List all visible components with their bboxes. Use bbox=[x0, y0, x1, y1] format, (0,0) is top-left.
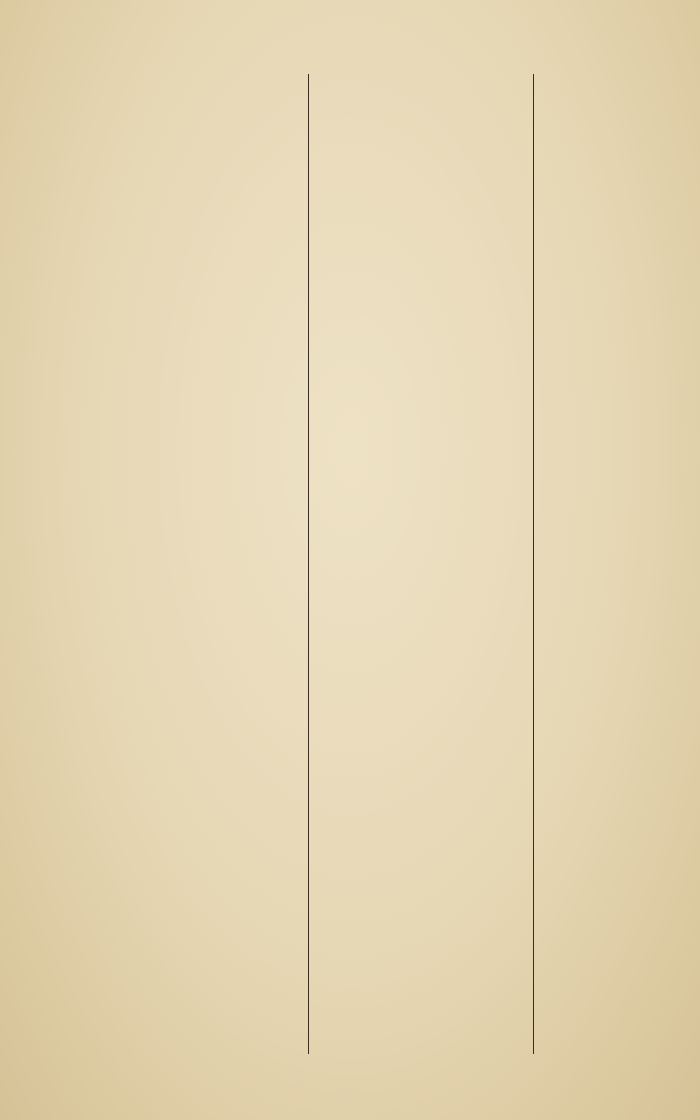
text-line bbox=[118, 833, 304, 854]
text-line bbox=[544, 454, 694, 475]
text-line bbox=[544, 433, 694, 454]
text-line bbox=[544, 728, 694, 749]
text-line bbox=[118, 897, 304, 918]
text-line bbox=[118, 179, 304, 200]
text-line bbox=[316, 473, 526, 495]
text-line bbox=[118, 960, 304, 981]
text-line bbox=[118, 1087, 304, 1108]
text-line bbox=[118, 412, 304, 433]
latin-interpretation-column bbox=[118, 74, 304, 1120]
text-line bbox=[118, 369, 304, 390]
text-line bbox=[118, 939, 304, 960]
text-line bbox=[118, 1044, 304, 1065]
text-line bbox=[118, 791, 304, 812]
text-line bbox=[316, 74, 526, 96]
text-line bbox=[118, 116, 304, 137]
text-line bbox=[544, 1087, 694, 1108]
text-line bbox=[316, 1095, 526, 1117]
text-line bbox=[118, 496, 304, 517]
text-line bbox=[544, 264, 694, 285]
text-line bbox=[544, 369, 694, 390]
text-line bbox=[118, 749, 304, 770]
text-line bbox=[118, 1108, 304, 1120]
text-line bbox=[544, 876, 694, 897]
text-line bbox=[544, 222, 694, 243]
text-line bbox=[118, 222, 304, 243]
text-line bbox=[118, 538, 304, 559]
text-line bbox=[544, 897, 694, 918]
text-line bbox=[118, 475, 304, 496]
text-line bbox=[544, 285, 694, 306]
text-line bbox=[118, 770, 304, 791]
text-line bbox=[316, 518, 526, 540]
text-line bbox=[316, 673, 526, 695]
text-line bbox=[544, 981, 694, 1002]
text-line bbox=[544, 622, 694, 643]
text-line bbox=[118, 306, 304, 327]
text-line bbox=[316, 340, 526, 362]
text-line bbox=[316, 873, 526, 895]
text-line bbox=[316, 562, 526, 584]
text-line bbox=[544, 95, 694, 116]
text-line bbox=[118, 686, 304, 707]
text-line bbox=[544, 939, 694, 960]
text-line bbox=[118, 707, 304, 728]
text-line bbox=[316, 163, 526, 185]
text-line bbox=[316, 429, 526, 451]
text-line bbox=[118, 327, 304, 348]
text-line bbox=[544, 791, 694, 812]
text-line bbox=[544, 749, 694, 770]
text-line bbox=[316, 939, 526, 961]
text-line bbox=[316, 362, 526, 384]
greek-text-column bbox=[316, 74, 526, 1120]
text-line bbox=[544, 854, 694, 875]
text-line bbox=[544, 327, 694, 348]
text-line bbox=[316, 1028, 526, 1050]
text-line bbox=[316, 207, 526, 229]
text-line bbox=[544, 812, 694, 833]
text-line bbox=[544, 496, 694, 517]
text-line bbox=[118, 158, 304, 179]
text-line bbox=[544, 137, 694, 158]
text-line bbox=[316, 740, 526, 762]
text-line bbox=[544, 960, 694, 981]
text-line bbox=[316, 717, 526, 739]
text-line bbox=[544, 1065, 694, 1086]
text-line bbox=[118, 559, 304, 580]
text-line bbox=[118, 348, 304, 369]
text-line bbox=[544, 306, 694, 327]
text-line bbox=[316, 274, 526, 296]
text-line bbox=[316, 318, 526, 340]
text-line bbox=[316, 695, 526, 717]
text-line bbox=[118, 601, 304, 622]
text-line bbox=[544, 390, 694, 411]
text-line bbox=[544, 243, 694, 264]
text-line bbox=[118, 433, 304, 454]
text-line bbox=[316, 1050, 526, 1072]
text-line bbox=[316, 629, 526, 651]
text-line bbox=[544, 833, 694, 854]
text-line bbox=[118, 517, 304, 538]
text-line bbox=[118, 285, 304, 306]
text-line bbox=[316, 296, 526, 318]
text-line bbox=[118, 74, 304, 95]
text-line bbox=[118, 137, 304, 158]
text-line bbox=[544, 1108, 694, 1120]
text-line bbox=[118, 876, 304, 897]
text-line bbox=[544, 770, 694, 791]
text-line bbox=[118, 665, 304, 686]
text-line bbox=[316, 96, 526, 118]
text-line bbox=[544, 707, 694, 728]
text-line bbox=[118, 454, 304, 475]
text-line bbox=[316, 762, 526, 784]
text-line bbox=[544, 601, 694, 622]
text-line bbox=[316, 540, 526, 562]
text-line bbox=[544, 580, 694, 601]
text-line bbox=[118, 854, 304, 875]
text-line bbox=[544, 686, 694, 707]
text-line bbox=[544, 74, 694, 95]
jerome-translation-column bbox=[544, 74, 694, 1120]
text-line bbox=[118, 728, 304, 749]
text-line bbox=[544, 116, 694, 137]
text-line bbox=[544, 665, 694, 686]
running-header bbox=[0, 50, 700, 76]
text-line bbox=[118, 918, 304, 939]
text-line bbox=[316, 252, 526, 274]
text-line bbox=[544, 918, 694, 939]
text-line bbox=[544, 644, 694, 665]
text-line bbox=[316, 917, 526, 939]
text-line bbox=[316, 1006, 526, 1028]
text-line bbox=[118, 243, 304, 264]
text-line bbox=[316, 1072, 526, 1094]
text-line bbox=[118, 981, 304, 1002]
text-line bbox=[316, 828, 526, 850]
column-rule-left bbox=[308, 74, 309, 1054]
text-line bbox=[118, 1065, 304, 1086]
text-line bbox=[544, 475, 694, 496]
text-line bbox=[544, 348, 694, 369]
text-line bbox=[544, 1023, 694, 1044]
text-line bbox=[316, 451, 526, 473]
text-line bbox=[544, 201, 694, 222]
text-line bbox=[316, 895, 526, 917]
text-line bbox=[316, 229, 526, 251]
text-line bbox=[544, 158, 694, 179]
text-line bbox=[544, 179, 694, 200]
text-line bbox=[544, 1044, 694, 1065]
text-line bbox=[316, 984, 526, 1006]
text-line bbox=[118, 1023, 304, 1044]
text-line bbox=[316, 141, 526, 163]
text-line bbox=[544, 1002, 694, 1023]
column-rule-right bbox=[533, 74, 534, 1054]
text-line bbox=[316, 851, 526, 873]
text-line bbox=[316, 118, 526, 140]
text-line bbox=[544, 559, 694, 580]
text-line bbox=[118, 264, 304, 285]
text-line bbox=[316, 584, 526, 606]
text-line bbox=[316, 651, 526, 673]
text-line bbox=[118, 644, 304, 665]
text-line bbox=[316, 806, 526, 828]
text-line bbox=[316, 385, 526, 407]
text-line bbox=[316, 496, 526, 518]
text-line bbox=[118, 390, 304, 411]
text-line bbox=[118, 812, 304, 833]
text-line bbox=[118, 580, 304, 601]
text-line bbox=[544, 517, 694, 538]
text-line bbox=[316, 185, 526, 207]
text-line bbox=[118, 1002, 304, 1023]
text-line bbox=[118, 95, 304, 116]
text-line bbox=[544, 412, 694, 433]
text-line bbox=[544, 538, 694, 559]
text-line bbox=[316, 962, 526, 984]
text-line bbox=[316, 784, 526, 806]
text-line bbox=[118, 622, 304, 643]
text-line bbox=[316, 607, 526, 629]
text-line bbox=[118, 201, 304, 222]
text-line bbox=[316, 407, 526, 429]
